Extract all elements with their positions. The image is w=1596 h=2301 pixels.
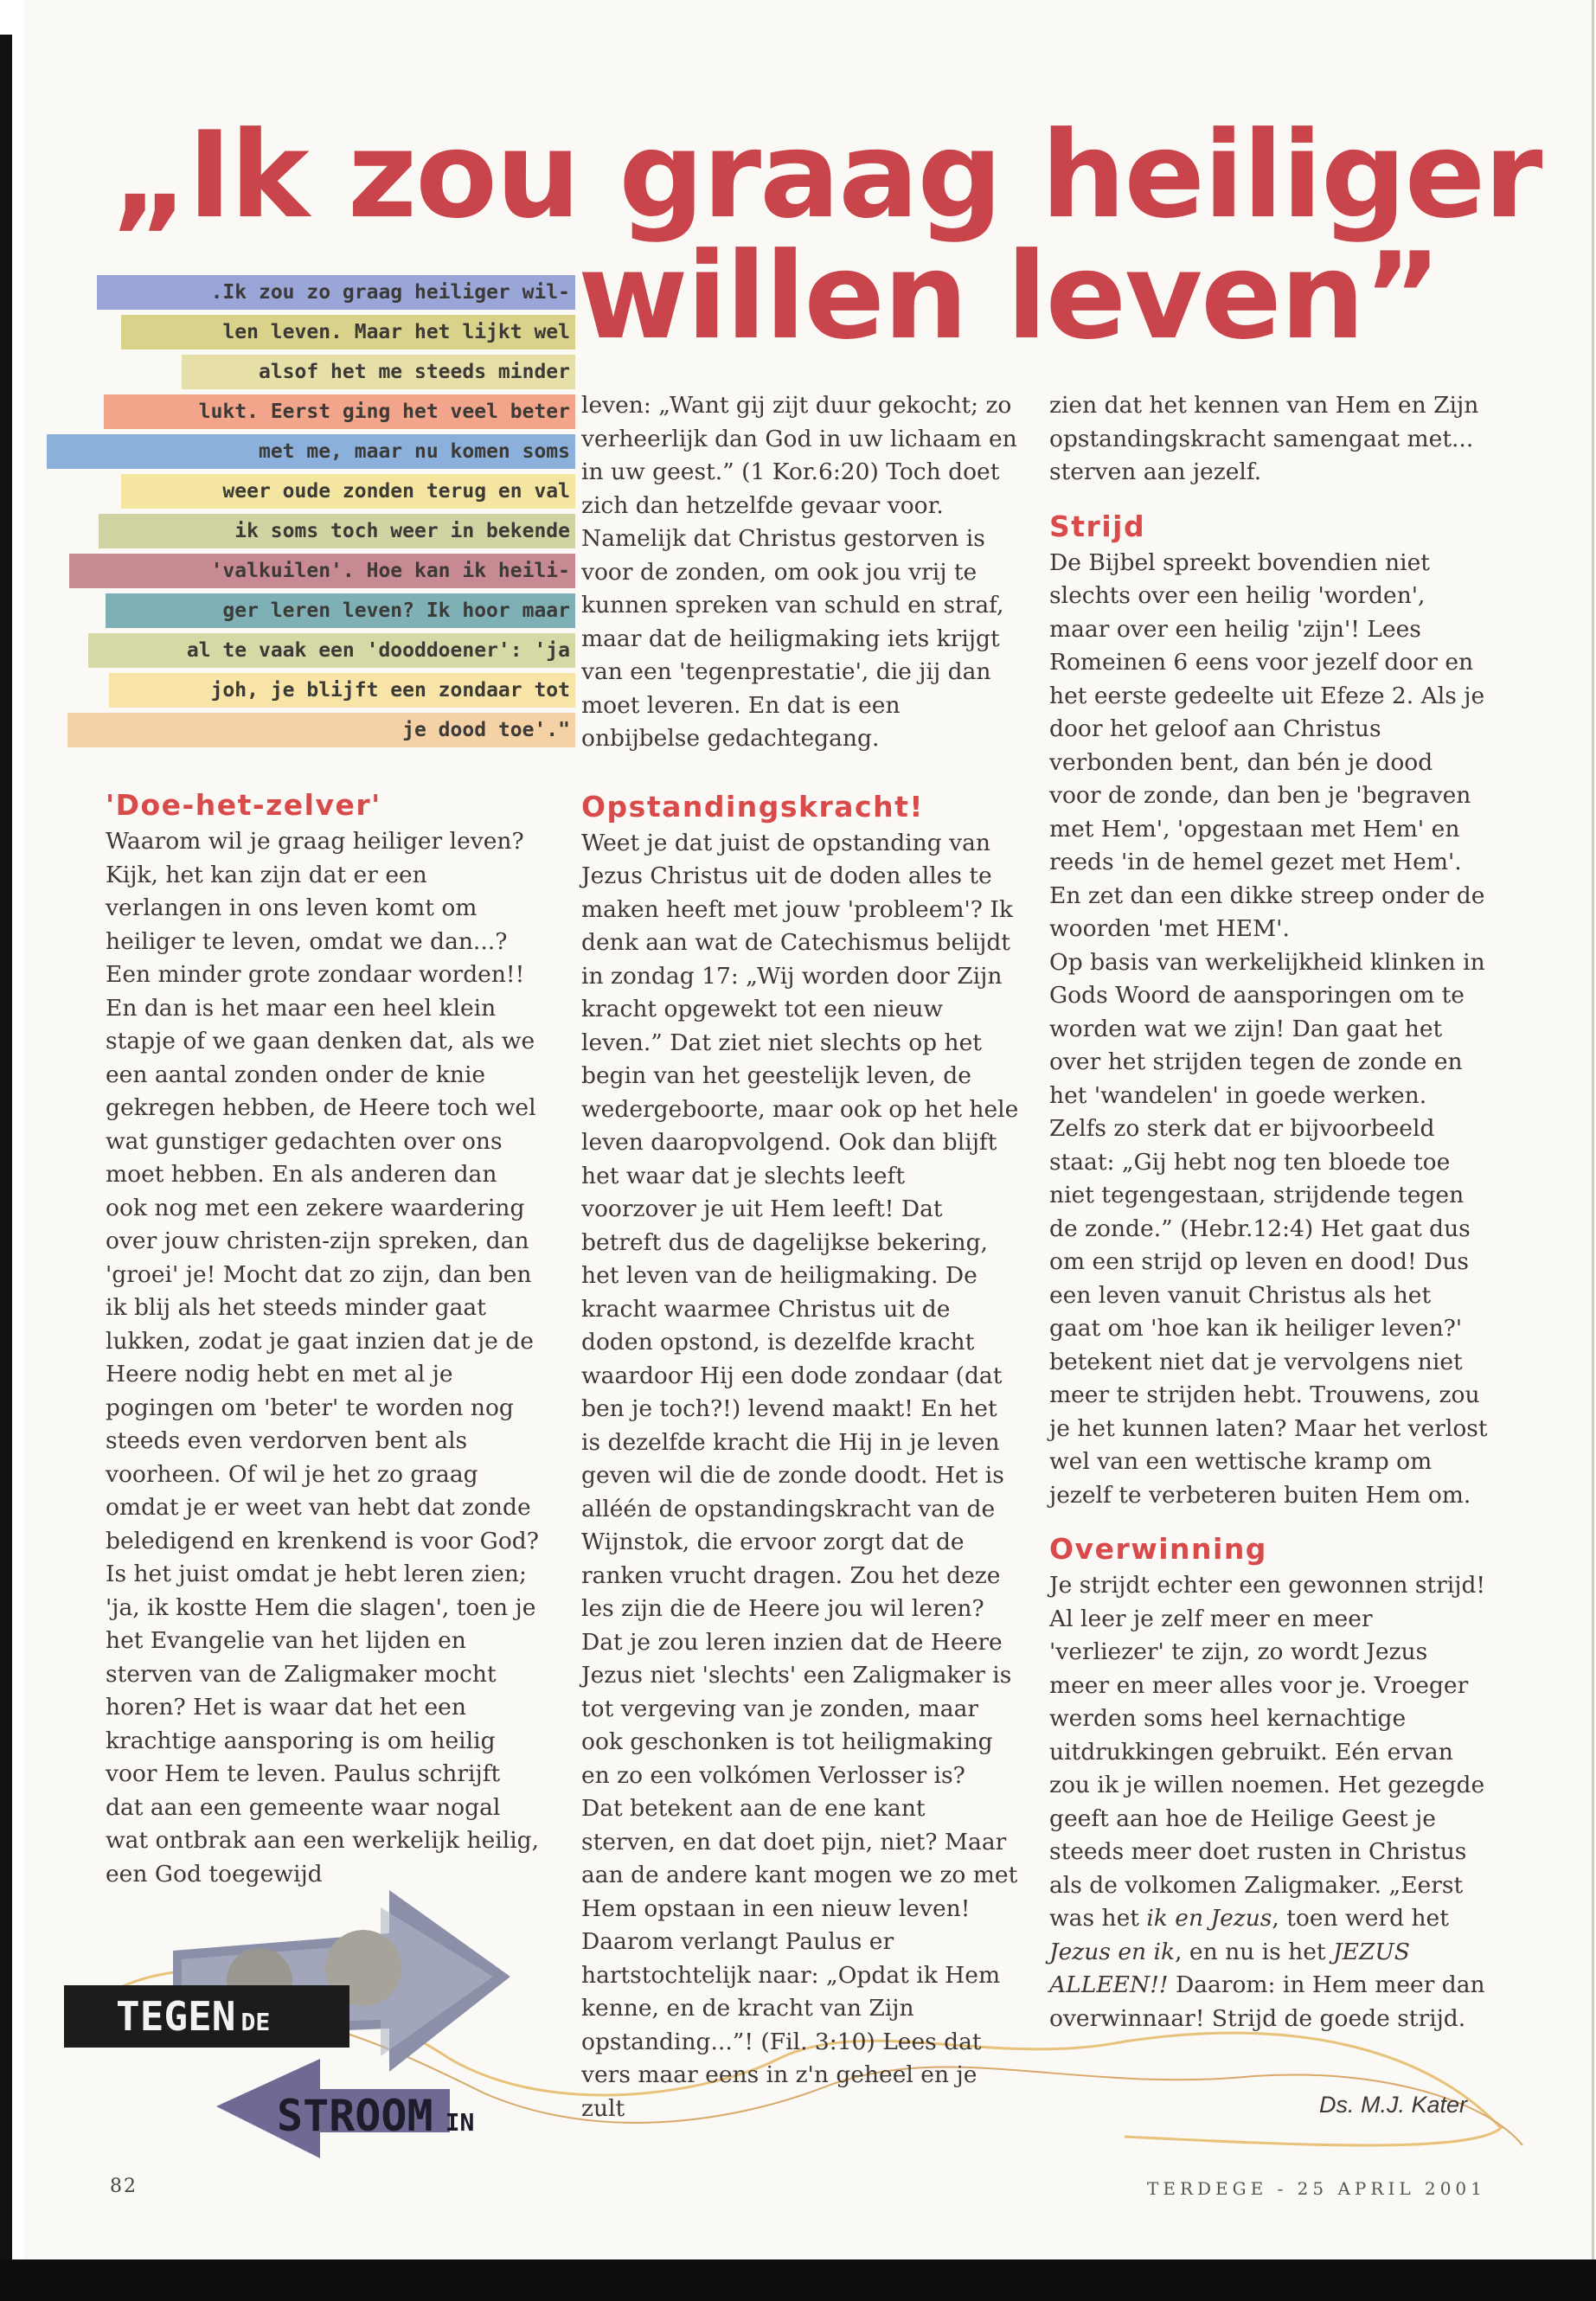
article-column-1 [106, 785, 545, 1891]
section-heading: Overwinning [1049, 1532, 1267, 1566]
quote-line: ik soms toch weer in bekende [99, 514, 575, 548]
quote-line: joh, je blijft een zondaar tot [109, 673, 575, 708]
publication-footer: TERDEGE - 25 APRIL 2001 [1147, 2178, 1486, 2199]
logo-word-stroom: STROOM [277, 2091, 433, 2141]
quote-line: len leven. Maar het lijkt wel [121, 315, 575, 349]
author-signature: Ds. M.J. Kater [1319, 2092, 1468, 2118]
tegen-de-stroom-in-logo [61, 1873, 580, 2158]
italic-text: JEZUS ALLEEN!! [1049, 1938, 1410, 1998]
quote-line: 'valkuilen'. Hoe kan ik heili- [69, 554, 575, 588]
body-text: Dat betekent aan de ene kant sterven, en dat doet pijn, niet? Maar aan de andere kant mogen we zo met Hem opstaan in een nieuw leven! Daarom verlangt Paulus er hartstochtelijk naar: „Opdat ik Hem kenne, en de kracht van Zijn opstanding...”! (Fil. 3:10) Lees dat vers maar eens in z'n geheel en je zult [581, 1795, 1018, 2122]
quote-line: .Ik zou zo graag heiliger wil- [97, 275, 575, 310]
quote-line: lukt. Eerst ging het veel beter [104, 394, 575, 429]
logo-word-de: DE [240, 2008, 271, 2036]
logo-black-box [64, 1985, 349, 2048]
article-column-3 [1049, 389, 1489, 2035]
article-column-2 [581, 389, 1021, 2125]
body-text: De Bijbel spreekt bovendien niet slechts over een heilig 'worden', maar over een heilig 'zijn'! Lees Romeinen 6 eens voor jezelf door en het eerste gedeelte uit Efeze 2. Als je door het geloof aan Christus verbonden bent, dan bén je dood voor de zonde, dan ben je 'begraven met Hem', 'opgestaan met Hem' en reeds 'in de hemel gezet met Hem'. En zet dan een dikke streep onder de woorden 'met HEM'. [1049, 548, 1485, 942]
text-run: , toen werd het [1272, 1905, 1449, 1932]
quote-line: weer oude zonden terug en val [121, 474, 575, 509]
italic-text: Jezus en ik [1049, 1938, 1176, 1965]
italic-text: ik en Jezus [1146, 1905, 1272, 1932]
article-title-line1: „Ik zou graag heiliger [111, 106, 1542, 245]
body-text: leven: „Want gij zijt duur gekocht; zo verheerlijk dan God in uw lichaam en in uw geest.” (1 Kor.6:20) Toch doet zich dan hetzelfde gevaar voor. Namelijk dat Christus gestorven is voor de zonden, om ook jou vrij te kunnen spreken van schuld en straf, maar dat de heiligmaking iets krijgt van een 'tegenprestatie', die jij dan moet leveren. En dat is een onbijbelse gedachtegang. [581, 392, 1017, 752]
quote-line: ger leren leven? Ik hoor maar [106, 593, 575, 628]
section-heading: 'Doe-het-zelver' [106, 788, 381, 822]
quote-line: alsof het me steeds minder [182, 355, 575, 389]
logo-word-in: IN [445, 2108, 475, 2137]
article-title-line2: willen leven” [578, 227, 1440, 366]
logo-word-tegen: TEGEN [116, 1993, 236, 2040]
text-run: Je strijdt echter een gewonnen strijd! Al leer je zelf meer en meer 'verliezer' te zijn, zo wordt Jezus meer en meer alles voor je. Vroeger werden soms heel kernachtige uitdrukkingen gebruikt. Eén ervan zou ik je willen noemen. Het gezegde geeft aan hoe de Heilige Geest je steeds meer doet rusten in Christus als de volkomen Zaligmaker. „Eerst was het [1049, 1572, 1486, 1932]
page-binding-edge [0, 35, 12, 2259]
quote-line: je dood toe'." [67, 713, 575, 747]
text-run: Daarom: in Hem meer dan overwinnaar! Strijd de goede strijd. [1049, 1971, 1485, 2032]
logo-stroom-in [277, 2091, 474, 2141]
section-heading: Opstandingskracht! [581, 789, 924, 824]
page-number: 82 [110, 2176, 138, 2197]
text-run: , en nu is het [1175, 1938, 1333, 1965]
body-text [1049, 1569, 1489, 2035]
body-text: Waarom wil je graag heiliger leven? Kijk, het kan zijn dat er een verlangen in ons leven komt om heiliger te leven, omdat we dan...? Een minder grote zondaar worden!! En dan is het maar een heel klein stapje of we gaan denken dat, als we een aantal zonden onder de knie gekregen hebben, de Heere toch wel wat gunstiger gedachten over ons moet hebben. En als anderen dan ook nog met een zekere waardering over jouw christen-zijn spreken, dan 'groei' je! Mocht dat zo zijn, dan ben ik blij als het steeds minder gaat lukken, zodat je gaat inzien dat je de Heere nodig hebt en met al je pogingen om 'beter' te worden nog steeds even verdorven bent als voorheen. Of wil je het zo graag omdat je er weet van hebt dat zonde beledigend en krenkend is voor God? Is het juist omdat je hebt leren zien; 'ja, ik kostte Hem die slagen', toen je het Evangelie van het lijden en sterven van de Zaligmaker mocht horen? Het is waar dat het een krachtige aansporing is om heilig voor Hem te leven. Paulus schrijft dat aan een gemeente waar nogal wat ontbrak aan een werkelijk heilig, een God toegewijd [106, 828, 540, 1888]
body-text: zien dat het kennen van Hem en Zijn opstandingskracht samengaat met... sterven aan jezelf. [1049, 392, 1479, 485]
quote-line: al te vaak een 'dooddoener': 'ja [88, 633, 575, 668]
body-text: Op basis van werkelijkheid klinken in Gods Woord de aansporingen om te worden wat we zijn! Dan gaat het over het strijden tegen de zonde en het 'wandelen' in goede werken. Zelfs zo sterk dat er bijvoorbeeld staat: „Gij hebt nog ten bloede toe niet tegengestaan, strijdende tegen de zonde.” (Hebr.12:4) Het gaat dus om een strijd op leven en dood! Dus een leven vanuit Christus als het gaat om 'hoe kan ik heiliger leven?' betekent niet dat je vervolgens niet meer te strijden hebt. Trouwens, zou je het kunnen laten? Maar het verlost wel van een wettische kramp om jezelf te verbeteren buiten Hem om. [1049, 948, 1488, 1509]
quote-line: met me, maar nu komen soms [47, 434, 575, 469]
body-text: Weet je dat juist de opstanding van Jezus Christus uit de doden alles te maken heeft met jouw 'probleem'? Ik denk aan wat de Catechismus belijdt in zondag 17: „Wij worden door Zijn kracht opgewekt tot een nieuw leven.” Dat ziet niet slechts op het begin van het geestelijk leven, de wedergeboorte, maar ook op het hele leven daaropvolgend. Ook dan blijft het waar dat je slechts leeft voorzover je uit Hem leeft! Dat betreft dus de dagelijkse bekering, het leven van de heiligmaking. De kracht waarmee Christus uit de doden opstond, is dezelfde kracht waardoor Hij een dode zondaar (dat ben je toch?!) levend maakt! En het is dezelfde kracht die Hij in je leven geven wil die de zonde doodt. Het is alléén de opstandingskracht van de Wijnstok, die ervoor zorgt dat de ranken vrucht dragen. Zou het deze les zijn die de Heere jou wil leren? Dat je zou leren inzien dat de Heere Jezus niet 'slechts' een Zaligmaker is tot vergeving van je zonden, maar ook geschonken is tot heiligmaking en zo een volkómen Verlosser is? [581, 829, 1019, 1789]
scan-bottom-border [0, 2259, 1596, 2301]
section-heading: Strijd [1049, 509, 1146, 543]
